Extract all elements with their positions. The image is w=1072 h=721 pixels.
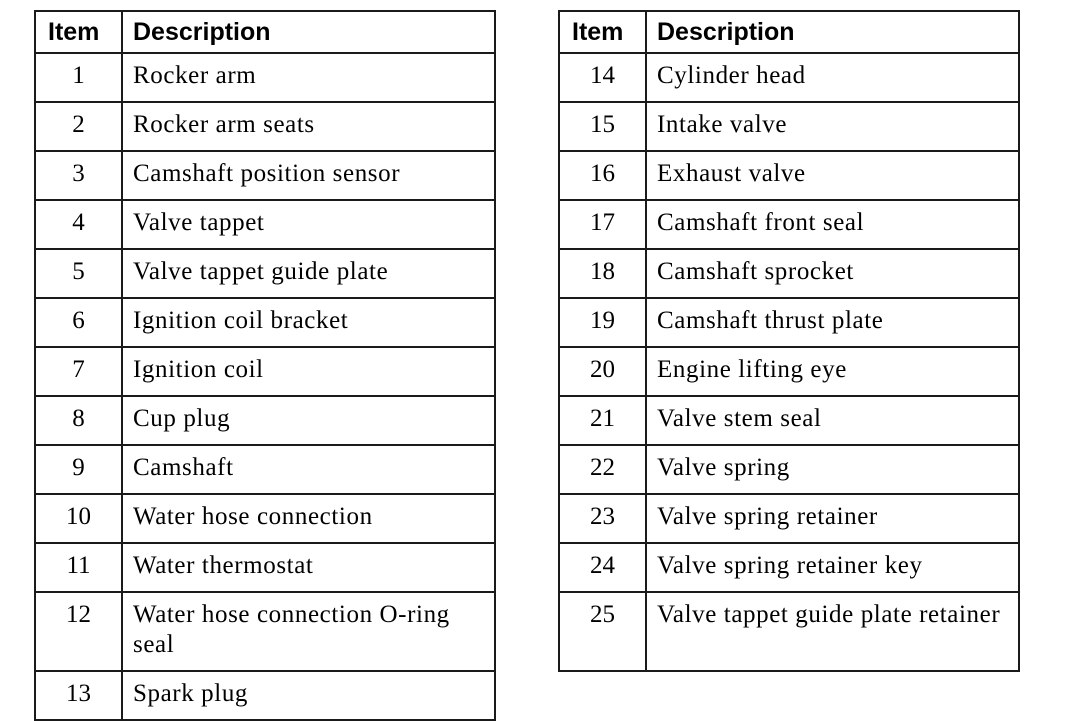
table-row (35, 592, 495, 671)
item-number: 21 (559, 396, 646, 445)
item-column-header: Item (559, 11, 646, 53)
item-description: Camshaft front seal (646, 200, 1019, 249)
table-row (35, 102, 495, 151)
item-number: 11 (35, 543, 122, 592)
item-description: Water thermostat (122, 543, 495, 592)
table-row (35, 396, 495, 445)
item-number: 14 (559, 53, 646, 102)
item-description: Camshaft sprocket (646, 249, 1019, 298)
item-description: Ignition coil (122, 347, 495, 396)
item-description: Cylinder head (646, 53, 1019, 102)
item-number: 5 (35, 249, 122, 298)
item-number: 24 (559, 543, 646, 592)
table-row (559, 102, 1019, 151)
item-description: Spark plug (122, 671, 495, 720)
table-row (35, 494, 495, 543)
item-number: 20 (559, 347, 646, 396)
table-row (559, 298, 1019, 347)
table-row (559, 494, 1019, 543)
item-number: 1 (35, 53, 122, 102)
item-number: 7 (35, 347, 122, 396)
item-description: Water hose connection (122, 494, 495, 543)
table-row (559, 396, 1019, 445)
description-column-header: Description (122, 11, 495, 53)
item-description: Rocker arm seats (122, 102, 495, 151)
table-row (559, 53, 1019, 102)
table-row (559, 543, 1019, 592)
table-header-row (35, 11, 495, 53)
description-column-header: Description (646, 11, 1019, 53)
item-number: 3 (35, 151, 122, 200)
table-row (559, 445, 1019, 494)
item-number: 17 (559, 200, 646, 249)
table-row (35, 445, 495, 494)
item-number: 8 (35, 396, 122, 445)
item-description: Camshaft thrust plate (646, 298, 1019, 347)
table-header-row (559, 11, 1019, 53)
table-row (559, 200, 1019, 249)
item-description: Valve spring (646, 445, 1019, 494)
item-description: Valve tappet (122, 200, 495, 249)
item-number: 23 (559, 494, 646, 543)
item-number: 2 (35, 102, 122, 151)
table-row (559, 347, 1019, 396)
parts-table-right (558, 10, 1020, 672)
table-row (559, 151, 1019, 200)
item-column-header: Item (35, 11, 122, 53)
table-row (35, 249, 495, 298)
table-row (559, 249, 1019, 298)
item-description: Cup plug (122, 396, 495, 445)
item-number: 9 (35, 445, 122, 494)
item-description: Rocker arm (122, 53, 495, 102)
item-number: 16 (559, 151, 646, 200)
item-description: Exhaust valve (646, 151, 1019, 200)
item-description: Valve tappet guide plate (122, 249, 495, 298)
item-number: 4 (35, 200, 122, 249)
parts-table-left (34, 10, 496, 721)
item-description: Camshaft position sensor (122, 151, 495, 200)
item-description: Intake valve (646, 102, 1019, 151)
item-number: 15 (559, 102, 646, 151)
table-row (35, 151, 495, 200)
item-number: 18 (559, 249, 646, 298)
table-row (35, 543, 495, 592)
item-number: 13 (35, 671, 122, 720)
item-description: Valve spring retainer (646, 494, 1019, 543)
item-number: 25 (559, 592, 646, 671)
item-number: 12 (35, 592, 122, 671)
item-description: Water hose connection O-ring seal (122, 592, 495, 671)
item-number: 19 (559, 298, 646, 347)
item-description: Ignition coil bracket (122, 298, 495, 347)
item-description: Valve spring retainer key (646, 543, 1019, 592)
table-row (35, 53, 495, 102)
item-description: Valve tappet guide plate retainer (646, 592, 1019, 671)
table-row (35, 298, 495, 347)
item-description: Camshaft (122, 445, 495, 494)
table-row (35, 347, 495, 396)
item-description: Engine lifting eye (646, 347, 1019, 396)
item-number: 22 (559, 445, 646, 494)
table-row (559, 592, 1019, 671)
table-row (35, 671, 495, 720)
item-number: 6 (35, 298, 122, 347)
item-description: Valve stem seal (646, 396, 1019, 445)
table-row (35, 200, 495, 249)
item-number: 10 (35, 494, 122, 543)
